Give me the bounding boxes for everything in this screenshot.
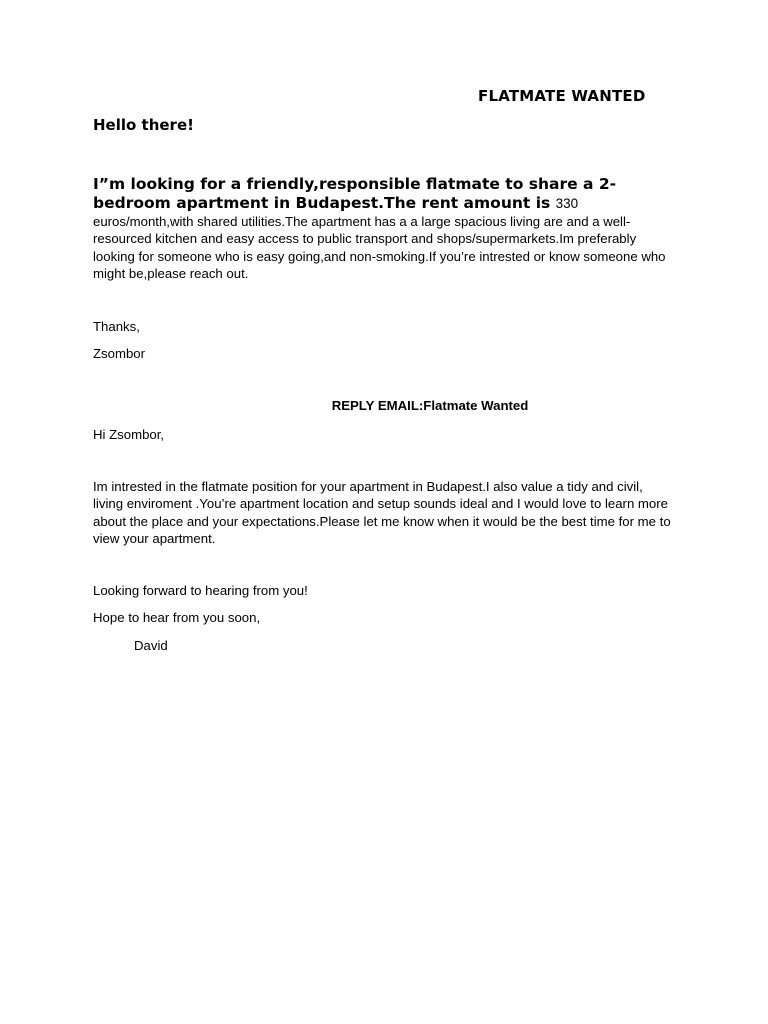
rent-amount: 330 bbox=[555, 196, 579, 211]
ad-lead-sentence bbox=[93, 175, 683, 213]
ad-greeting: Hello there! bbox=[93, 116, 194, 134]
reply-signature: David bbox=[134, 638, 168, 653]
ad-signature: Zsombor bbox=[93, 346, 146, 361]
reply-line-hope-to-hear: Hope to hear from you soon, bbox=[93, 610, 261, 625]
ad-paragraph: euros/month,with shared utilities.The apartment has a a large spacious living are and a well-resourced kitchen and easy access to public transport and shops/supermarkets.Im preferably looking for someone who is easy going,and non-smoking.If you’re intrested or know someone who might be,please reach out. bbox=[93, 214, 666, 281]
reply-salutation: Hi Zsombor, bbox=[93, 427, 165, 442]
reply-line-looking-forward: Looking forward to hearing from you! bbox=[93, 583, 308, 598]
ad-lead-text: I”m looking for a friendly,responsible flatmate to share a 2-bedroom apartment in Budapest.The rent amount is bbox=[93, 175, 617, 212]
ad-title: FLATMATE WANTED bbox=[478, 87, 646, 105]
reply-heading: REPLY EMAIL:Flatmate Wanted bbox=[331, 398, 529, 413]
ad-closing: Thanks, bbox=[93, 319, 140, 334]
reply-paragraph: Im intrested in the flatmate position for your apartment in Budapest.I also value a tidy and civil, living enviroment .You’re apartment location and setup sounds ideal and I would love to learn more about the place and your expectations.Please let me know when it would be the best time for me to view your apartment. bbox=[93, 479, 671, 546]
